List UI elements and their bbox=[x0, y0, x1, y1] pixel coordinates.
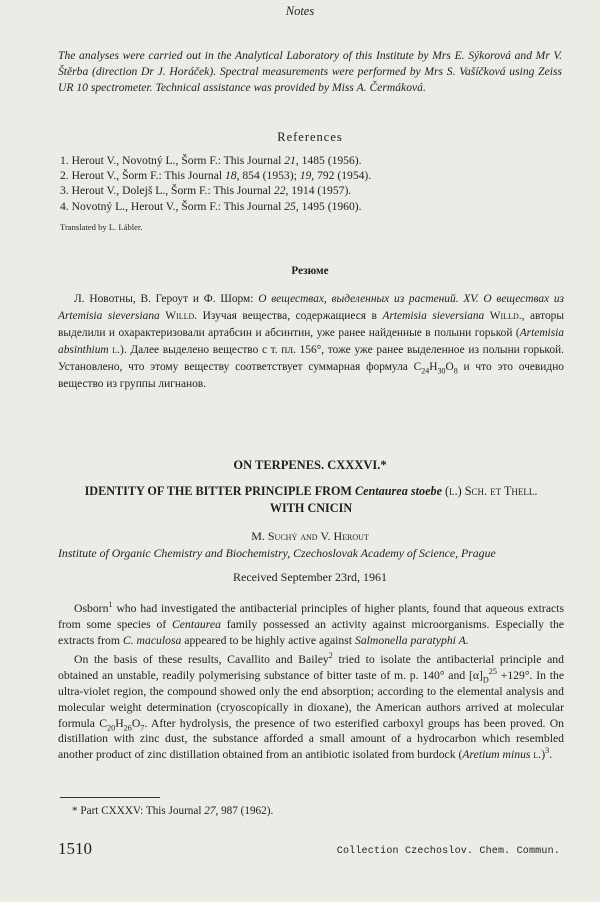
body-paragraph: On the basis of these results, Cavallito and Bailey$^2$ tried to isolate the antibacterial principle and obtained an unstable, readily polymerising substance of bitter taste of m. p. 140° and $[\alpha]_D^{25} +129^\circ$. In the ultra-violet region, the compound showed only the end absorption; according to the elemental analysis and molecular weight determination (cryoscopically in dioxane), the American authors arrived at molecular formula $C_{20}H_{26}O_7$. After hydrolysis, the presence of two esterified carboxyl groups has been proved. On distillation with zinc dust, the substance afforded a small amount of a hydrocarbon which resembled another product of zinc distillation obtained from an antibiotic isolated from burdock (Aretium minus l.)$^3$. bbox=[58, 651, 565, 762]
references-list bbox=[60, 153, 540, 214]
journal-name: Collection Czechoslov. Chem. Commun. bbox=[336, 846, 560, 857]
reference-item: 1. Herout V., Novotný L., Šorm F.: This Journal 21, 1485 (1956). bbox=[60, 154, 362, 167]
received-date: Received September 23rd, 1961 bbox=[233, 570, 387, 584]
notes-paragraph: The analyses were carried out in the Analytical Laboratory of this Institute by Mrs E. Sýkorová and Mr V. Štěrba (direction Dr J. Horáček). Spectral measurements were performed by Mrs S. Vašíčková using Zeiss UR 10 spectrometer. Technical assistance was provided by Miss A. Čermáková. bbox=[58, 49, 562, 94]
footnote: * Part CXXXV: This Journal 27, 987 (1962). bbox=[72, 805, 274, 817]
reference-item: 3. Herout V., Dolejš L., Šorm F.: This Journal 22, 1914 (1957). bbox=[60, 184, 352, 198]
translator-credit: Translated by L. Lábler. bbox=[60, 222, 143, 232]
references-heading: References bbox=[277, 130, 343, 144]
paper-title: ON TERPENES. CXXXVI.* bbox=[233, 458, 387, 472]
paper-subtitle: IDENTITY OF THE BITTER PRINCIPLE FROM Centaurea stoebe (l.) Sch. et Thell. WITH CNICIN bbox=[84, 484, 538, 515]
resume-paragraph: Л. Новотны, В. Героут и Ф. Шорм: О веществах, выделенных из растений. XV. О веществах из Artemisia sieversiana Willd. Изучая вещества, содержащиеся в Artemisia sieversiana Willd., авторы выделили и охарактеризовали артабсин и абсинтин, уже ранее найденные в полыни горькой (Artemisia absinthium l.). Далее выделено вещество с т. пл. 156°, тоже уже ранее выделенное из полыни горькой. Установлено, что этому веществу соответствует суммарная формула $C_{24}H_{30}O_8$ и что это очевидно вещество из группы лигнанов. bbox=[58, 293, 565, 390]
article-body bbox=[58, 601, 564, 767]
author-affiliation: Institute of Organic Chemistry and Biochemistry, Czechoslovak Academy of Science, Prague bbox=[58, 546, 496, 560]
notes-heading: Notes bbox=[285, 4, 315, 18]
footnote-divider bbox=[60, 797, 160, 798]
body-paragraph: Osborn$^1$ who had investigated the antibacterial principles of higher plants, found that aqueous extracts from some species of Centaurea family possessed an activity against microorganisms. Especially the extracts from C. maculosa appeared to be highly active against Salmonella paratyphi A. bbox=[58, 600, 564, 647]
paper-authors: M. Suchý and V. Herout bbox=[251, 529, 369, 543]
resume-heading: Резюме bbox=[291, 265, 329, 277]
reference-item: 4. Novotný L., Herout V., Šorm F.: This Journal 25, 1495 (1960). bbox=[60, 199, 362, 213]
reference-item: 2. Herout V., Šorm F.: This Journal 18, 854 (1953); 19, 792 (1954). bbox=[60, 169, 372, 183]
page-number: 1510 bbox=[58, 839, 92, 858]
